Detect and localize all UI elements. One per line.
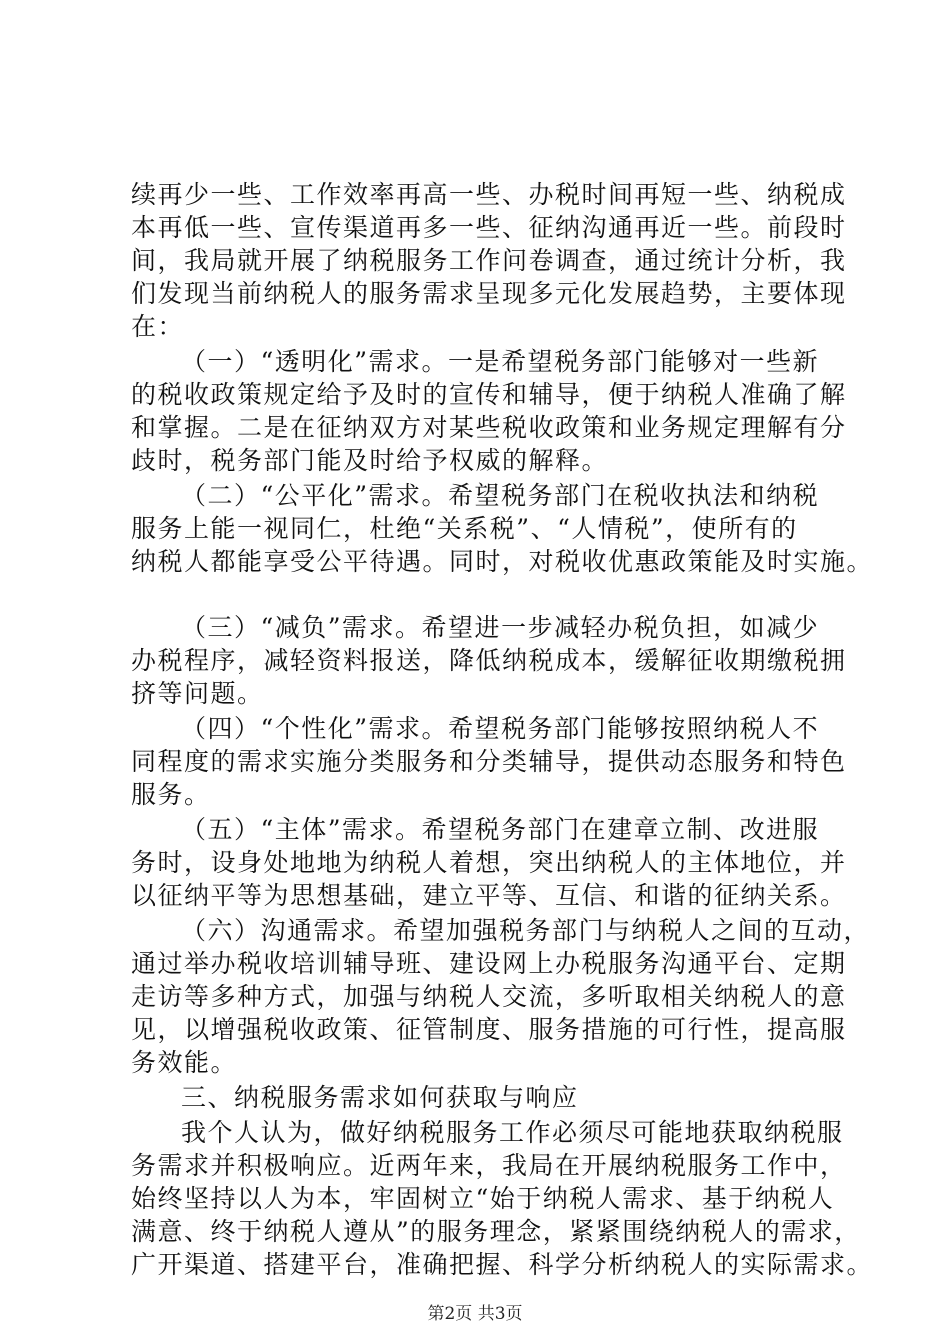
blank-gap xyxy=(131,580,851,611)
text-line: 满意、终于纳税人遵从”的服务理念，紧紧围绕纳税人的需求， xyxy=(131,1217,861,1246)
text-line: 本再低一些、宣传渠道再多一些、征纳沟通再近一些。前段时 xyxy=(131,213,847,242)
text-line: 同程度的需求实施分类服务和分类辅导，提供动态服务和特色 xyxy=(131,747,847,776)
text-line: 广开渠道、搭建平台，准确把握、科学分析纳税人的实际需求。 xyxy=(131,1250,874,1279)
text-line: 务需求并积极响应。近两年来，我局在开展纳税服务工作中， xyxy=(131,1151,847,1180)
paragraph-personalization-demand xyxy=(131,712,851,811)
paragraph-burden-reduction-demand xyxy=(131,611,851,710)
paragraph-subject-demand xyxy=(131,813,851,912)
text-line: 始终坚持以人为本，牢固树立“始于纳税人需求、基于纳税人 xyxy=(131,1184,835,1213)
text-line: 服务。 xyxy=(131,780,211,809)
text-line: 们发现当前纳税人的服务需求呈现多元化发展趋势，主要体现 xyxy=(131,279,847,308)
text-line: 务时，设身处地地为纳税人着想，突出纳税人的主体地位，并 xyxy=(131,848,847,877)
section-heading-text: 三、纳税服务需求如何获取与响应 xyxy=(181,1083,579,1112)
text-line: 务效能。 xyxy=(131,1048,238,1077)
text-line: （二）“公平化”需求。希望税务部门在税收执法和纳税 xyxy=(181,481,820,510)
text-line: 服务上能一视同仁，杜绝“关系税”、“人情税”，使所有的 xyxy=(131,514,798,543)
text-line: 间，我局就开展了纳税服务工作问卷调查，通过统计分析，我 xyxy=(131,246,847,275)
page-number-footer: 第2页 共3页 xyxy=(427,1304,523,1324)
text-line: （三）“减负”需求。希望进一步减轻办税负担，如减少 xyxy=(181,613,820,642)
text-line: 我个人认为，做好纳税服务工作必须尽可能地获取纳税服 xyxy=(181,1118,844,1147)
text-line: 续再少一些、工作效率再高一些、办税时间再短一些、纳税成 xyxy=(131,180,847,209)
paragraph-transparency-demand xyxy=(131,345,851,477)
text-line: （四）“个性化”需求。希望税务部门能够按照纳税人不 xyxy=(181,714,820,743)
text-line: 以征纳平等为思想基础，建立平等、互信、和谐的征纳关系。 xyxy=(131,881,847,910)
text-line: （一）“透明化”需求。一是希望税务部门能够对一些新 xyxy=(181,347,820,376)
paragraph-fairness-demand xyxy=(131,479,874,578)
text-line: （五）“主体”需求。希望税务部门在建章立制、改进服 xyxy=(181,815,820,844)
paragraph-intro-continuation xyxy=(131,178,851,343)
text-line: 办税程序，减轻资料报送，降低纳税成本，缓解征收期缴税拥 xyxy=(131,646,847,675)
text-line: 通过举办税收培训辅导班、建设网上办税服务沟通平台、定期 xyxy=(131,949,847,978)
text-line: 在： xyxy=(131,312,185,341)
paragraph-acquire-respond xyxy=(131,1116,874,1281)
section-heading xyxy=(131,1081,851,1114)
text-line: 挤等问题。 xyxy=(131,679,264,708)
text-line: （六）沟通需求。希望加强税务部门与纳税人之间的互动， xyxy=(181,916,871,945)
text-line: 的税收政策规定给予及时的宣传和辅导，便于纳税人准确了解 xyxy=(131,380,847,409)
text-line: 歧时，税务部门能及时给予权威的解释。 xyxy=(131,446,609,475)
text-line: 和掌握。二是在征纳双方对某些税收政策和业务规定理解有分 xyxy=(131,413,847,442)
paragraph-communication-demand xyxy=(131,914,871,1079)
text-line: 走访等多种方式，加强与纳税人交流，多听取相关纳税人的意 xyxy=(131,982,847,1011)
text-line: 纳税人都能享受公平待遇。同时，对税收优惠政策能及时实施。 xyxy=(131,547,874,576)
body-text xyxy=(131,178,874,1283)
text-line: 见，以增强税收政策、征管制度、服务措施的可行性，提高服 xyxy=(131,1015,847,1044)
